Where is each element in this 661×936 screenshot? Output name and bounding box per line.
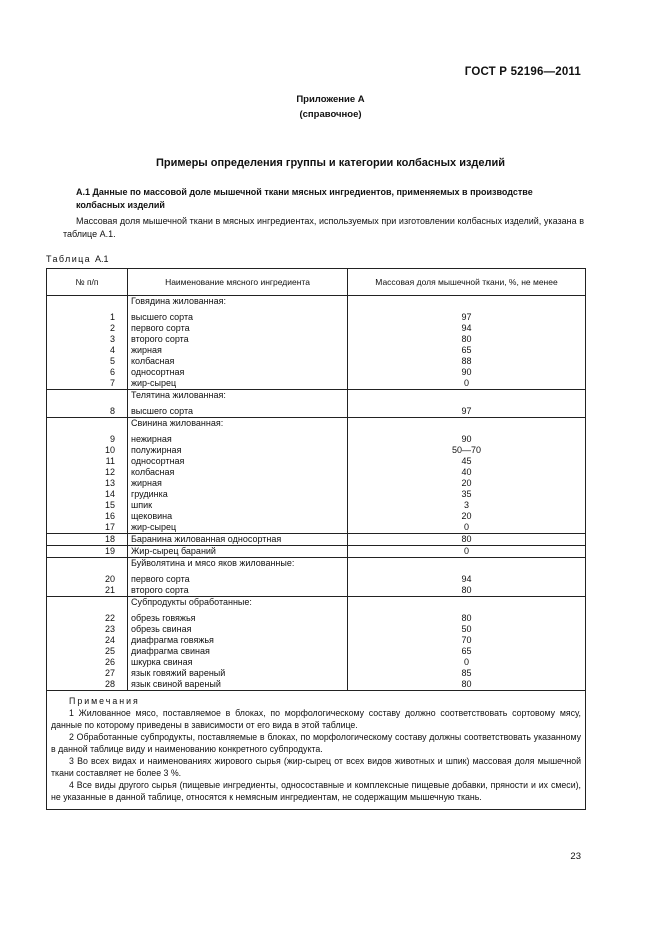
ingredient-name: первого сорта [131,323,190,333]
appendix-label: Приложение А [296,94,365,105]
page-number: 23 [570,851,581,862]
cell-mass [348,558,586,597]
ingredient-name: диафрагма говяжья [131,635,214,645]
notes-heading: Примечания [69,696,140,706]
ingredient-name: шпик [131,500,153,510]
row-number: 2 [109,323,115,333]
row-number: 16 [104,511,115,521]
spacer [348,597,585,608]
row-number: 7 [109,378,115,388]
note-item: 3 Во всех видах и наименованиях жирового сырья (жир-сырец от всех видов животных и шпик) массовая доля мышечной ткани составляет не более 3 %. [51,756,581,778]
mass-value: 0 [463,546,469,556]
table-group [47,546,586,558]
cell-num [47,558,128,597]
group-title: Свинина жилованная: [131,418,224,428]
row-number: 12 [104,467,115,477]
group-title: Субпродукты обработанные: [131,597,252,607]
cell-num [47,546,128,558]
mass-value: 65 [461,345,472,355]
ingredient-name: диафрагма свиная [131,646,210,656]
cell-mass [348,296,586,390]
header-mass: Массовая доля мышечной ткани, %, не менее [348,269,586,296]
spacer [47,558,127,569]
note-item: 4 Все виды другого сырья (пищевые ингредиенты, односоставные и комплексные пищевые добавки, пряности и их смеси), не указанные в данной таблице, относятся к немясным ингредиентам, не содержащим мышечную ткань. [51,780,581,802]
mass-value: 40 [461,467,472,477]
ingredient-name: грудинка [131,489,168,499]
mass-value: 20 [461,511,472,521]
mass-value: 94 [461,323,472,333]
row-number: 15 [104,500,115,510]
mass-value: 80 [461,334,472,344]
cell-name [128,546,348,558]
row-number: 1 [109,312,115,322]
ingredient-name: жир-сырец [131,522,177,532]
table-caption-number: А.1 [95,254,109,264]
page-title: Примеры определения группы и категории колбасных изделий [155,157,506,169]
spacer [47,390,127,401]
intro-paragraph: Массовая доля мышечной ткани в мясных ингредиентах, используемых при изготовлении колбасных изделий, указана в таблице А.1. [63,216,584,239]
mass-value: 50—70 [451,445,482,455]
mass-value: 0 [463,378,469,388]
mass-value: 50 [461,624,472,634]
row-number: 28 [104,679,115,689]
table-group [47,597,586,691]
row-number: 22 [104,613,115,623]
mass-value: 35 [461,489,472,499]
spacer [348,296,585,307]
mass-value: 90 [461,367,472,377]
mass-value: 45 [461,456,472,466]
mass-value: 88 [461,356,472,366]
row-number: 26 [104,657,115,667]
cell-mass [348,418,586,534]
mass-value: 85 [461,668,472,678]
row-number: 5 [109,356,115,366]
ingredient-name: колбасная [131,467,175,477]
row-number: 3 [109,334,115,344]
ingredient-name: обрезь свиная [131,624,192,634]
cell-name [128,534,348,546]
spacer [348,558,585,569]
ingredient-name: односортная [131,367,185,377]
row-number: 14 [104,489,115,499]
table-group [47,418,586,534]
cell-name [128,418,348,534]
mass-value: 94 [461,574,472,584]
ingredient-name: высшего сорта [131,312,194,322]
ingredient-name: язык говяжий вареный [131,668,226,678]
appendix-type: (справочное) [299,109,362,120]
row-number: 17 [104,522,115,532]
mass-value: 90 [461,434,472,444]
ingredient-name: односортная [131,456,185,466]
spacer [47,597,127,608]
cell-mass [348,534,586,546]
mass-value: 97 [461,312,472,322]
ingredient-name: второго сорта [131,585,189,595]
ingredient-name: жир-сырец [131,378,177,388]
cell-num [47,296,128,390]
row-number: 11 [105,456,115,466]
row-number: 24 [104,635,115,645]
row-number: 18 [104,534,115,544]
ingredient-name: шкурка свиная [131,657,193,667]
ingredient-name: язык свиной вареный [131,679,221,689]
row-number: 4 [109,345,115,355]
mass-value: 0 [463,522,469,532]
cell-name [128,558,348,597]
section-heading: А.1 Данные по массовой доле мышечной ткани мясных ингредиентов, применяемых в производстве колбасных изделий [76,187,533,210]
cell-name [128,597,348,691]
mass-value: 20 [461,478,472,488]
ingredient-name: первого сорта [131,574,190,584]
table-group [47,534,586,546]
cell-name [128,390,348,418]
spacer [47,418,127,429]
row-number: 27 [104,668,115,678]
mass-value: 0 [463,657,469,667]
note-item: 1 Жилованное мясо, поставляемое в блоках, по морфологическому составу должно соответствовать сортовому мясу, данные по которому приведены в зависимости от его вида в этой таблице. [51,708,581,730]
ingredient-name: второго сорта [131,334,189,344]
mass-value: 70 [461,635,472,645]
ingredient-name: Баранина жилованная односортная [131,534,282,544]
cell-num [47,597,128,691]
table-group [47,558,586,597]
cell-num [47,534,128,546]
table-group [47,390,586,418]
row-number: 13 [104,478,115,488]
mass-value: 65 [461,646,472,656]
ingredient-name: Жир-сырец бараний [131,546,216,556]
cell-mass [348,597,586,691]
header-name: Наименование мясного ингредиента [128,269,348,296]
cell-name [128,296,348,390]
row-number: 19 [104,546,115,556]
mass-value: 97 [461,406,472,416]
ingredient-name: обрезь говяжья [131,613,196,623]
ingredient-name: нежирная [131,434,172,444]
table-group [47,296,586,390]
row-number: 20 [104,574,115,584]
ingredient-name: щековина [131,511,173,521]
mass-value: 3 [463,500,469,510]
note-item: 2 Обработанные субпродукты, поставляемые в блоках, по морфологическому составу должны соответствовать указанному в данной таблице виду и наименованию конкретного субпродукта. [51,732,581,754]
cell-num [47,418,128,534]
row-number: 21 [104,585,115,595]
ingredient-name: жирная [131,478,162,488]
group-title: Телятина жилованная: [131,390,226,400]
table-caption-word: Таблица [46,254,92,264]
ingredients-table [46,268,586,810]
ingredient-name: полужирная [131,445,182,455]
spacer [47,296,127,307]
cell-num [47,390,128,418]
spacer [348,390,585,401]
cell-mass [348,390,586,418]
ingredient-name: высшего сорта [131,406,194,416]
row-number: 9 [109,434,115,444]
row-number: 25 [104,646,115,656]
mass-value: 80 [461,534,472,544]
mass-value: 80 [461,585,472,595]
group-title: Буйволятина и мясо яков жилованные: [131,558,295,568]
header-num: № п/п [47,269,128,296]
mass-value: 80 [461,679,472,689]
cell-mass [348,546,586,558]
document-code: ГОСТ Р 52196—2011 [464,66,581,78]
table-notes [47,691,586,810]
ingredient-name: колбасная [131,356,175,366]
group-title: Говядина жилованная: [131,296,226,306]
spacer [348,418,585,429]
row-number: 6 [109,367,115,377]
ingredient-name: жирная [131,345,162,355]
row-number: 10 [104,445,115,455]
row-number: 8 [109,406,115,416]
row-number: 23 [104,624,115,634]
table-caption [46,254,109,264]
mass-value: 80 [461,613,472,623]
